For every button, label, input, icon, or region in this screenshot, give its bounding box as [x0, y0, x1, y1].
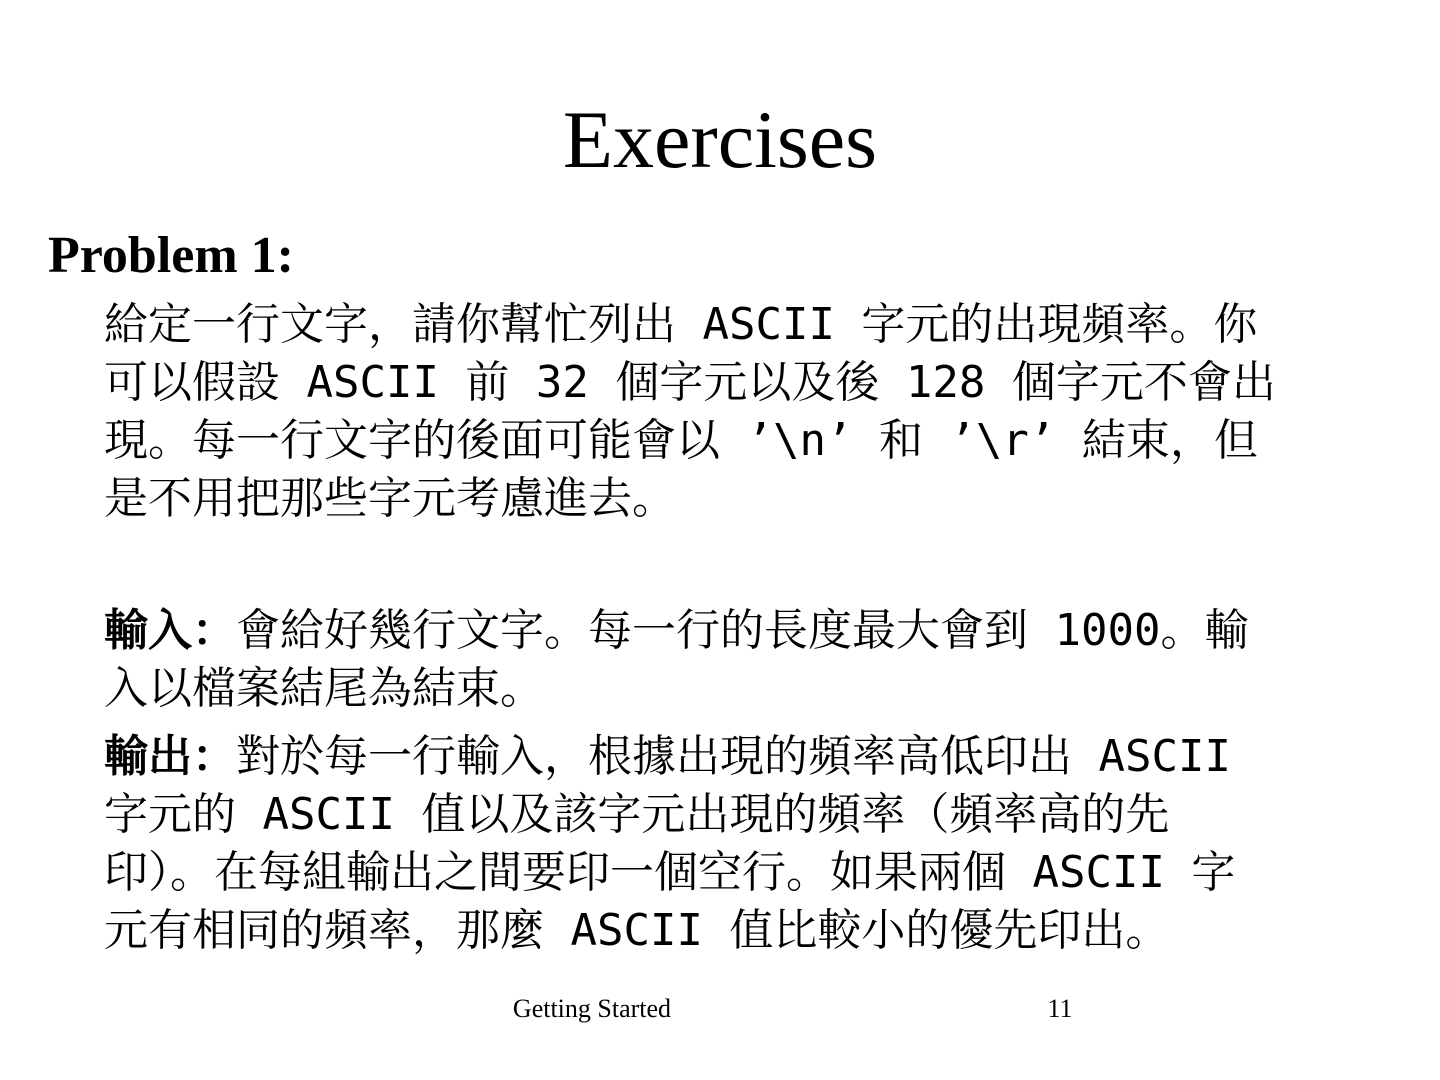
input-label: 輸入： [104, 605, 236, 656]
output-text-line-1: 對於每一行輸入，根據出現的頻率高低印出 ASCII [236, 731, 1231, 782]
description-line-3: 現。每一行文字的後面可能會以 ’\n’ 和 ’\r’ 結束，但 [104, 415, 1258, 466]
input-text-line-2: 入以檔案結尾為結束。 [104, 663, 544, 714]
output-section [104, 728, 1394, 960]
output-text-line-3: 印）。在每組輸出之間要印一個空行。如果兩個 ASCII 字 [104, 847, 1236, 898]
input-text-line-1: 會給好幾行文字。每一行的長度最大會到 1000。輸 [236, 605, 1249, 656]
page-number: 11 [1047, 994, 1073, 1023]
description-line-2: 可以假設 ASCII 前 32 個字元以及後 128 個字元不會出 [104, 357, 1276, 408]
description-line-1: 給定一行文字，請你幫忙列出 ASCII 字元的出現頻率。你 [104, 299, 1258, 350]
problem-heading: Problem 1: [48, 227, 294, 284]
problem-description [104, 296, 1394, 528]
output-text-line-2: 字元的 ASCII 值以及該字元出現的頻率（頻率高的先 [104, 789, 1170, 840]
footer-label: Getting Started [512, 994, 672, 1023]
output-text-line-4: 元有相同的頻率，那麼 ASCII 值比較小的優先印出。 [104, 905, 1170, 956]
input-section [104, 602, 1394, 718]
output-label: 輸出： [104, 731, 236, 782]
slide-title: Exercises [562, 94, 878, 185]
description-line-4: 是不用把那些字元考慮進去。 [104, 473, 676, 524]
